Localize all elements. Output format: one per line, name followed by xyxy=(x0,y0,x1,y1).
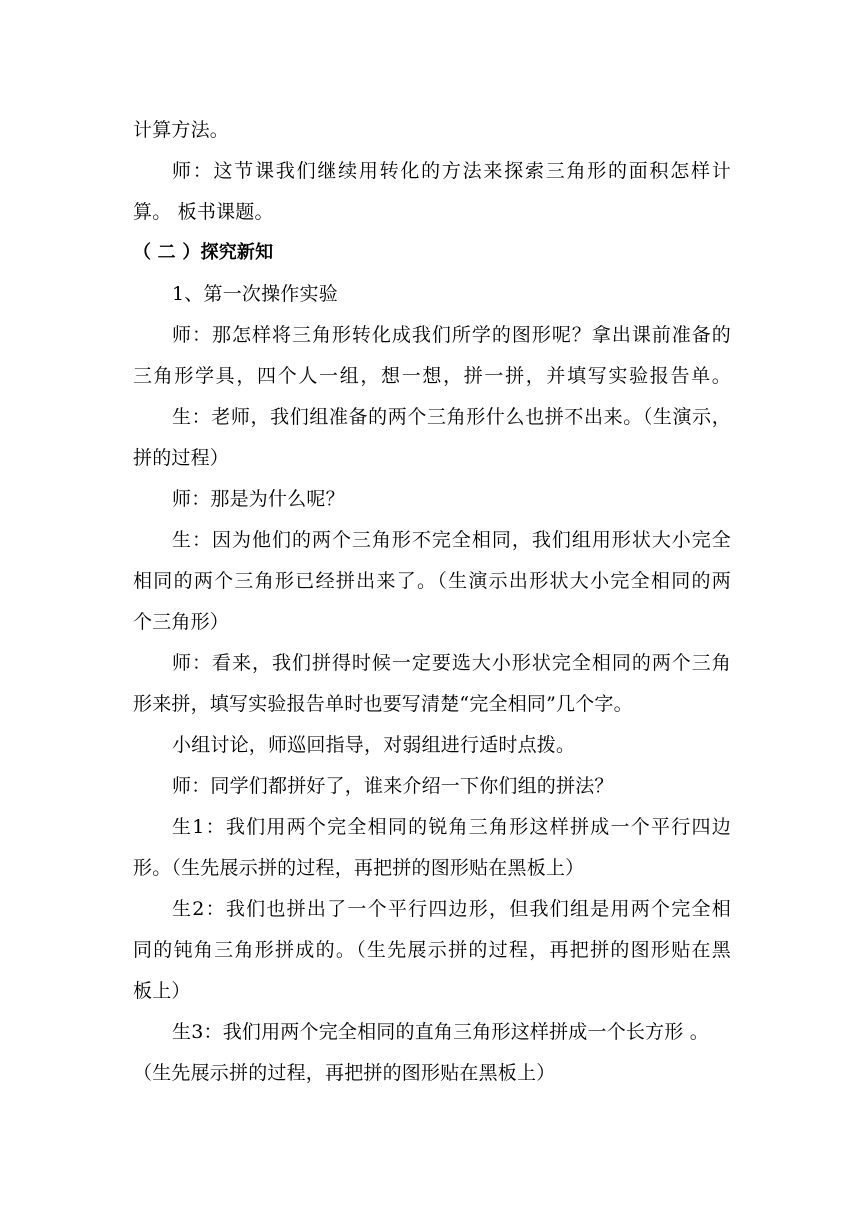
text-line: 拼的过程） xyxy=(133,447,230,469)
text-line: 三角形学具，四个人一组，想一想，拼一拼，并填写实验报告单。 xyxy=(133,365,731,387)
text-line: 形。（生先展示拼的过程，再把拼的图形贴在黑板上） xyxy=(133,857,585,879)
text-line: 师：那怎样将三角形转化成我们所学的图形呢？拿出课前准备的 xyxy=(172,324,731,346)
text-line: 生：老师，我们组准备的两个三角形什么也拼不出来。（生演示， xyxy=(172,406,731,428)
subsection-heading: 1、第一次操作实验 xyxy=(172,283,338,305)
text-line: 师：那是为什么呢？ xyxy=(172,488,345,510)
text-line: 生3：我们用两个完全相同的直角三角形这样拼成一个长方形 。 xyxy=(172,1021,709,1043)
text-line: 个三角形） xyxy=(133,611,230,633)
text-line: （生先展示拼的过程，再把拼的图形贴在黑板上） xyxy=(133,1062,556,1084)
text-line: 师：这节课我们继续用转化的方法来探索三角形的面积怎样计 xyxy=(172,160,731,182)
text-line: 小组讨论，师巡回指导，对弱组进行适时点拨。 xyxy=(172,734,576,756)
text-line: 算。 板书课题。 xyxy=(133,201,274,223)
text-line: 板上） xyxy=(133,980,191,1002)
text-line: 相同的两个三角形已经拼出来了。（生演示出形状大小完全相同的两 xyxy=(133,570,731,592)
text-line: 生1：我们用两个完全相同的锐角三角形这样拼成一个平行四边 xyxy=(172,816,731,838)
text-line: 师：看来，我们拼得时候一定要选大小形状完全相同的两个三角 xyxy=(172,652,731,674)
text-line: 计算方法。 xyxy=(133,119,230,141)
section-heading: （ 二 ）探究新知 xyxy=(133,242,274,263)
text-line: 形来拼，填写实验报告单时也要写清楚“完全相同”几个字。 xyxy=(133,693,633,715)
text-line: 师：同学们都拼好了，谁来介绍一下你们组的拼法？ xyxy=(172,775,614,797)
text-line: 生2：我们也拼出了一个平行四边形，但我们组是用两个完全相 xyxy=(172,898,731,920)
text-line: 同的钝角三角形拼成的。（生先展示拼的过程，再把拼的图形贴在黑 xyxy=(133,939,731,961)
text-line: 生：因为他们的两个三角形不完全相同，我们组用形状大小完全 xyxy=(172,529,731,551)
